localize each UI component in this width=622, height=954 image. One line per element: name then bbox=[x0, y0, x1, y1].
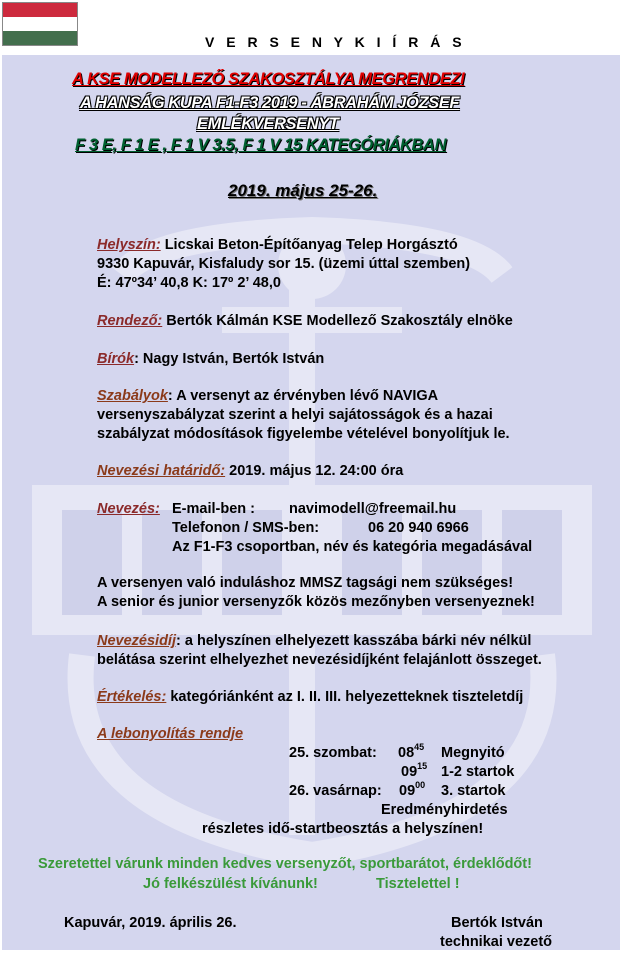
rules-text-1: : A versenyt az érvényben lévő NAVIGA bbox=[167, 388, 439, 404]
rules-label: Szabályok bbox=[97, 388, 168, 404]
event-date: 2019. május 25-26. bbox=[228, 181, 378, 200]
venue-line-1 bbox=[97, 236, 458, 255]
headline-categories: F 3 E, F 1 E , F 1 V 3.5, F 1 V 15 KATEGÓRIÁKBAN bbox=[75, 136, 447, 154]
entry-label: Nevezés: bbox=[97, 501, 160, 517]
greeting-regards: Tisztelettel ! bbox=[376, 876, 460, 892]
fee-label: Nevezésidíj bbox=[97, 633, 176, 649]
notice-line-1: A versenyen való induláshoz MMSZ tagsági nem szükséges! bbox=[97, 575, 514, 591]
venue-name: Licskai Beton-Építőanyag Telep Horgásztó bbox=[164, 237, 458, 253]
judges-line bbox=[97, 350, 324, 369]
schedule-title: A lebonyolítás rendje bbox=[97, 726, 244, 742]
schedule-saturday-event-2: 1-2 startok bbox=[441, 764, 515, 780]
greeting-line-1: Szeretettel várunk minden kedves versenyzőt, sportbarátot, érdeklődőt! bbox=[38, 856, 532, 872]
venue-coordinates: É: 47º34’ 40,8 K: 17º 2’ 48,0 bbox=[97, 275, 281, 291]
schedule-sunday-label: 26. vasárnap: bbox=[289, 783, 382, 799]
venue-address: 9330 Kapuvár, Kisfaludy sor 15. (üzemi úttal szemben) bbox=[97, 256, 471, 272]
headline-line-3: EMLÉKVERSENYT bbox=[197, 115, 339, 133]
schedule-sunday-time: $09^{00}$ bbox=[399, 780, 426, 799]
footer-signer-role: technikai vezető bbox=[440, 934, 553, 950]
entry-phone-label: Telefonon / SMS-ben: bbox=[172, 520, 320, 536]
hungarian-flag-icon bbox=[2, 2, 78, 46]
judges-label: Bírók bbox=[97, 351, 135, 367]
headline-line-2: A HANSÁG KUPA F1-F3 2019 - ÁBRAHÁM JÓZSEF bbox=[80, 94, 460, 112]
entry-email-label: E-mail-ben : bbox=[172, 501, 255, 517]
venue-label: Helyszín: bbox=[97, 237, 161, 253]
schedule-saturday-event-1: Megnyitó bbox=[441, 745, 505, 761]
judges-value: : Nagy István, Bertók István bbox=[134, 351, 325, 367]
rules-line-1 bbox=[97, 387, 438, 406]
fee-text-1: : a helyszínen elhelyezett kasszába bárki név nélkül bbox=[176, 633, 532, 649]
schedule-results: Eredményhirdetés bbox=[381, 802, 508, 818]
footer-place-date: Kapuvár, 2019. április 26. bbox=[64, 915, 237, 931]
greeting-wish: Jó felkészülést kívánunk! bbox=[143, 876, 318, 892]
fee-line-1 bbox=[97, 632, 531, 651]
schedule-saturday-label: 25. szombat: bbox=[289, 745, 377, 761]
entry-email-address: navimodell@freemail.hu bbox=[289, 501, 457, 517]
organizer-value: Bertók Kálmán KSE Modellező Szakosztály elnöke bbox=[166, 313, 513, 329]
schedule-saturday-time-2: $09^{15}$ bbox=[401, 761, 428, 780]
schedule-sunday-event: 3. startok bbox=[441, 783, 506, 799]
schedule-detail: részletes idő-startbeosztás a helyszínen! bbox=[202, 821, 484, 837]
deadline-line bbox=[97, 462, 403, 481]
deadline-value: 2019. május 12. 24:00 óra bbox=[229, 463, 404, 479]
footer-signer-name: Bertók István bbox=[451, 915, 543, 931]
deadline-label: Nevezési határidő: bbox=[97, 463, 226, 479]
organizer-label: Rendező: bbox=[97, 313, 163, 329]
headline-line-1: A KSE MODELLEZŐ SZAKOSZTÁLYA MEGRENDEZI bbox=[72, 70, 465, 88]
schedule-saturday-time-1: $08^{45}$ bbox=[398, 742, 425, 761]
awards-value: kategóriánként az I. II. III. helyezetteknek tiszteletdíj bbox=[170, 689, 524, 705]
notice-line-2: A senior és junior versenyzők közös mezőnyben versenyeznek! bbox=[97, 594, 535, 610]
document-title: V E R S E N Y K I Í R Á S bbox=[205, 34, 466, 50]
fee-line-2: belátása szerint elhelyezhet nevezésidíjként felajánlott összeget. bbox=[97, 652, 542, 668]
organizer-line bbox=[97, 312, 513, 331]
entry-phone-number: 06 20 940 6966 bbox=[368, 520, 469, 536]
awards-line bbox=[97, 688, 523, 707]
rules-line-2: versenyszabályzat szerint a helyi sajátosságok és a hazai bbox=[97, 407, 493, 423]
awards-label: Értékelés: bbox=[97, 689, 167, 705]
entry-note: Az F1-F3 csoportban, név és kategória megadásával bbox=[172, 539, 533, 555]
rules-line-3: szabályzat módosítások figyelembe vételével bonyolítjuk le. bbox=[97, 426, 510, 442]
